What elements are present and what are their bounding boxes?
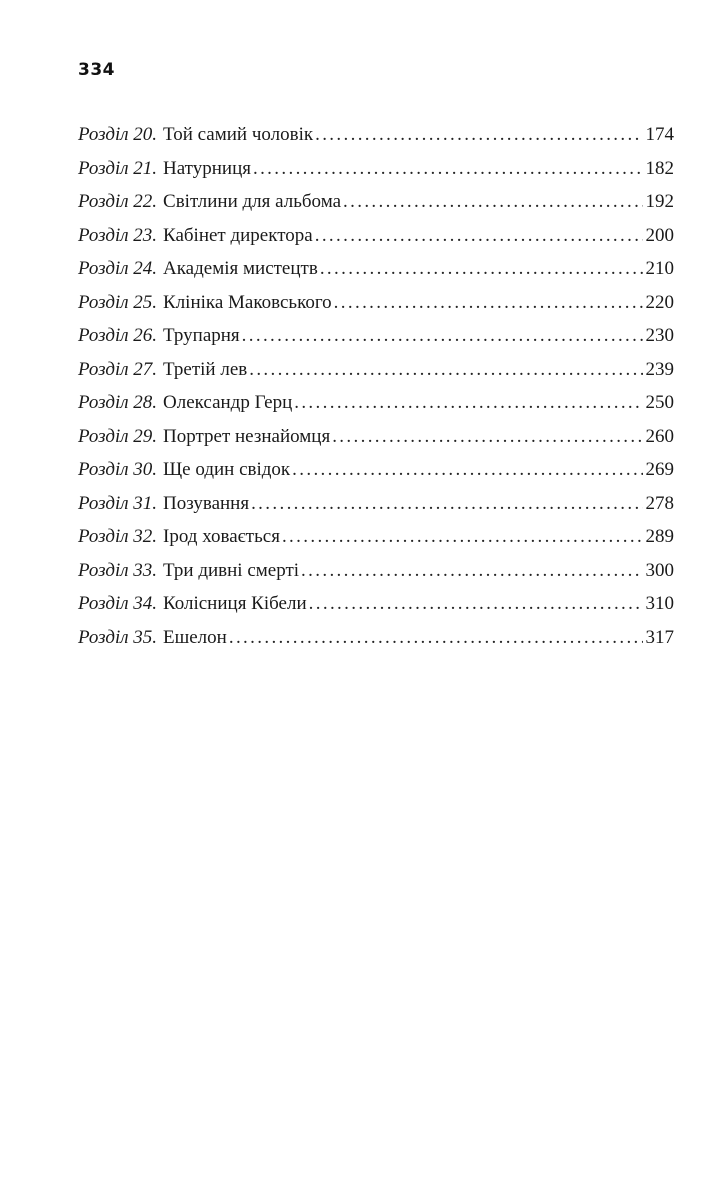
dot-leader bbox=[251, 487, 642, 521]
toc-entry bbox=[78, 185, 674, 219]
toc-entry bbox=[78, 219, 674, 253]
chapter-label: Розділ 23. bbox=[78, 224, 158, 246]
chapter-title: Натурниця bbox=[163, 157, 251, 179]
toc-entry bbox=[78, 621, 674, 655]
chapter-label: Розділ 26. bbox=[78, 325, 158, 346]
chapter-title: Колісниця Кібели bbox=[163, 593, 307, 614]
toc-entry bbox=[78, 487, 674, 521]
dot-leader bbox=[282, 520, 643, 554]
chapter-label: Розділ 32. bbox=[78, 526, 158, 547]
table-of-contents bbox=[78, 118, 674, 654]
chapter-label: Розділ 21. bbox=[78, 157, 158, 179]
chapter-page: 230 bbox=[645, 325, 674, 346]
chapter-title: Ешелон bbox=[163, 626, 227, 648]
toc-entry bbox=[78, 152, 674, 186]
page-number: 334 bbox=[78, 60, 115, 80]
dot-leader bbox=[343, 185, 642, 219]
chapter-page: 239 bbox=[645, 358, 674, 380]
chapter-page: 250 bbox=[645, 392, 674, 413]
chapter-title: Ірод ховається bbox=[163, 526, 280, 547]
chapter-label: Розділ 25. bbox=[78, 291, 158, 313]
chapter-page: 210 bbox=[645, 258, 674, 279]
toc-entry bbox=[78, 252, 674, 286]
toc-entry bbox=[78, 286, 674, 320]
dot-leader bbox=[332, 420, 642, 454]
chapter-page: 300 bbox=[645, 559, 674, 581]
chapter-label: Розділ 27. bbox=[78, 358, 158, 380]
chapter-page: 278 bbox=[645, 492, 674, 514]
chapter-label: Розділ 29. bbox=[78, 425, 158, 447]
chapter-title: Третій лев bbox=[163, 358, 248, 380]
toc-entry bbox=[78, 520, 674, 554]
chapter-title: Світлини для альбома bbox=[163, 191, 342, 212]
chapter-label: Розділ 34. bbox=[78, 593, 158, 614]
dot-leader bbox=[253, 152, 643, 186]
dot-leader bbox=[334, 286, 643, 320]
toc-entry bbox=[78, 587, 674, 621]
dot-leader bbox=[309, 587, 643, 621]
dot-leader bbox=[301, 554, 642, 588]
dot-leader bbox=[294, 386, 642, 420]
chapter-title: Трупарня bbox=[163, 325, 240, 346]
chapter-page: 269 bbox=[645, 459, 674, 480]
chapter-label: Розділ 28. bbox=[78, 392, 158, 413]
chapter-title: Олександр Герц bbox=[163, 392, 293, 413]
chapter-page: 220 bbox=[645, 291, 674, 313]
toc-entry bbox=[78, 420, 674, 454]
toc-entry bbox=[78, 118, 674, 152]
dot-leader bbox=[315, 219, 643, 253]
dot-leader bbox=[249, 353, 642, 387]
chapter-label: Розділ 31. bbox=[78, 492, 158, 514]
chapter-title: Кабінет директора bbox=[163, 224, 313, 246]
chapter-label: Розділ 35. bbox=[78, 626, 158, 648]
chapter-title: Три дивні смерті bbox=[163, 559, 300, 581]
toc-entry bbox=[78, 453, 674, 487]
dot-leader bbox=[292, 453, 642, 487]
toc-entry bbox=[78, 319, 674, 353]
chapter-page: 289 bbox=[645, 526, 674, 547]
chapter-title: Позування bbox=[163, 492, 250, 514]
chapter-label: Розділ 33. bbox=[78, 559, 158, 581]
chapter-title: Клініка Маковського bbox=[163, 291, 332, 313]
chapter-title: Академія мистецтв bbox=[163, 258, 318, 279]
chapter-page: 310 bbox=[645, 593, 674, 614]
chapter-page: 182 bbox=[645, 157, 674, 179]
chapter-page: 200 bbox=[645, 224, 674, 246]
chapter-title: Ще один свідок bbox=[163, 459, 291, 480]
chapter-page: 192 bbox=[645, 191, 674, 212]
chapter-label: Розділ 22. bbox=[78, 191, 158, 212]
toc-entry bbox=[78, 554, 674, 588]
chapter-title: Портрет незнайомця bbox=[163, 425, 331, 447]
dot-leader bbox=[242, 319, 643, 353]
chapter-title: Той самий чоловік bbox=[163, 124, 314, 145]
chapter-page: 174 bbox=[645, 124, 674, 145]
dot-leader bbox=[315, 118, 642, 152]
chapter-label: Розділ 24. bbox=[78, 258, 158, 279]
dot-leader bbox=[229, 621, 643, 655]
chapter-page: 317 bbox=[645, 626, 674, 648]
chapter-page: 260 bbox=[645, 425, 674, 447]
chapter-label: Розділ 30. bbox=[78, 459, 158, 480]
chapter-label: Розділ 20. bbox=[78, 124, 158, 145]
toc-entry bbox=[78, 353, 674, 387]
dot-leader bbox=[320, 252, 643, 286]
toc-entry bbox=[78, 386, 674, 420]
